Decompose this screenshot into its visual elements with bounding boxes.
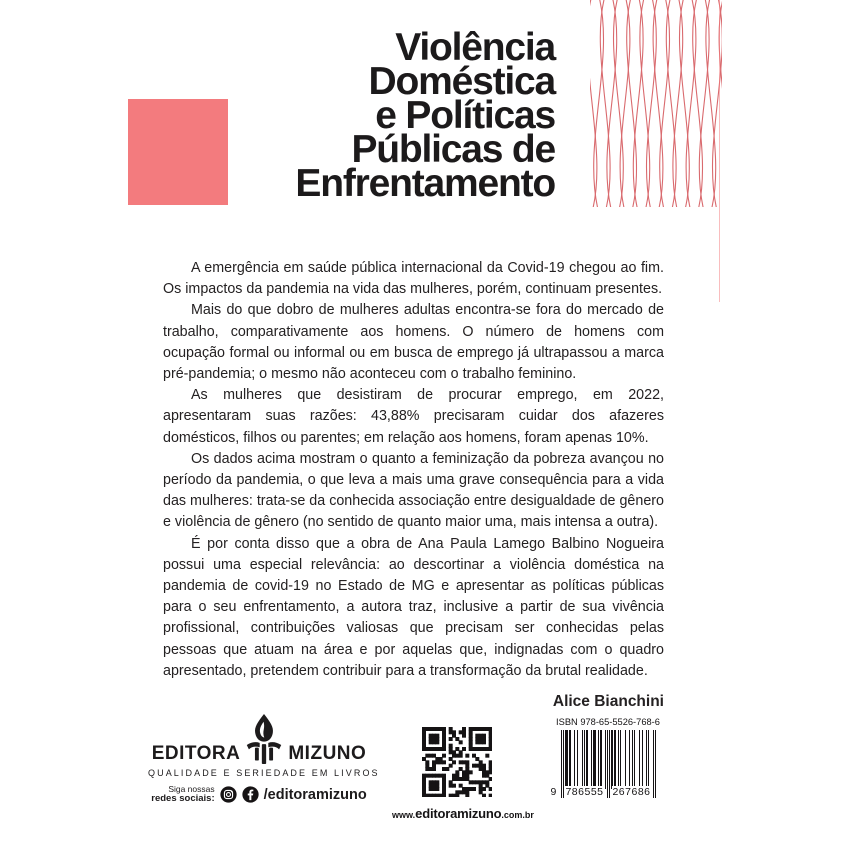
publisher-logo <box>148 714 380 805</box>
website-prefix: www. <box>392 810 416 820</box>
book-title <box>295 26 555 205</box>
synopsis-paragraph: Mais do que dobro de mulheres adultas encontra-se fora do mercado de trabalho, comparativamente aos homens. O número de homens com ocupação formal ou informal ou em busca de emprego já ultrapassou a marca pré-pandemia; o mesmo não aconteceu com o trabalho feminino. <box>163 302 664 383</box>
publisher-tagline: QUALIDADE E SERIEDADE EM LIVROS <box>148 768 380 778</box>
publisher-name-left: EDITORA <box>151 743 241 764</box>
facebook-icon <box>242 786 259 803</box>
website-domain: editoramizuno <box>415 806 502 821</box>
synopsis-paragraph: Os dados acima mostram o quanto a feminização da pobreza avançou no período da pandemia, o que leva a mais uma grave consequência para a vida das mulheres: trata-se da conhecida associação entre desigualdade de gênero e violência de gênero (no sentido de quanto maior uma, mais intensa a outra). <box>163 450 664 531</box>
wave-pattern-decoration <box>590 0 722 207</box>
social-prefix <box>151 785 214 805</box>
synopsis-paragraph: A emergência em saúde pública internacional da Covid-19 chegou ao fim. Os impactos da pandemia na vida das mulheres, porém, continuam presentes. <box>163 260 664 298</box>
instagram-icon <box>220 786 237 803</box>
ean13-barcode-graphic <box>550 730 656 800</box>
publisher-name-right: MIZUNO <box>288 743 367 764</box>
publisher-website <box>392 805 534 823</box>
title-line: e Políticas <box>375 94 555 137</box>
synopsis-paragraph: É por conta disso que a obra de Ana Paula Lamego Balbino Nogueira possui uma especial relevância: ao descortinar a violência doméstica na pandemia de covid-19 no Estado de MG e apresentar as políticas públicas para o seu enfrentamento, a autora traz, inclusive a partir de sua vivência profissional, contribuições valiosas que precisam ser conhecidas pelas pessoas que atuam na área e por aquelas que, indignadas com o quadro apresentado, pretendem contribuir para a transformação da brutal realidade. <box>163 535 664 679</box>
isbn-number: ISBN 978-65-5526-768-6 <box>556 717 660 727</box>
social-links-row <box>148 785 370 805</box>
social-handle: /editoramizuno <box>263 786 367 803</box>
synopsis-text <box>163 258 664 712</box>
barcode-digit-group: 9 <box>550 786 557 798</box>
qr-code-graphic <box>422 727 492 797</box>
qr-section <box>392 727 534 823</box>
reviewer-signature: Alice Bianchini <box>552 693 664 711</box>
torch-flame-icon <box>245 714 283 764</box>
barcode-digit-group: 267686 <box>612 786 651 798</box>
accent-square-decoration <box>128 99 228 205</box>
title-line: Públicas de <box>351 128 555 171</box>
social-prefix-line2: redes sociais: <box>151 793 215 805</box>
title-line: Violência <box>395 26 555 69</box>
barcode-digit-group: 786555 <box>565 786 604 798</box>
isbn-section <box>552 717 664 800</box>
page-edge-line <box>719 0 720 302</box>
social-prefix-line1: Siga nossas <box>168 784 215 794</box>
title-line: Enfrentamento <box>295 162 555 205</box>
website-suffix: .com.br <box>501 810 534 820</box>
title-line: Doméstica <box>368 60 555 103</box>
synopsis-paragraph: As mulheres que desistiram de procurar emprego, em 2022, apresentaram suas razões: 43,88% precisaram cuidar dos afazeres domésticos, filhos ou parentes; em relação aos homens, foram apenas 10%. <box>163 387 664 446</box>
